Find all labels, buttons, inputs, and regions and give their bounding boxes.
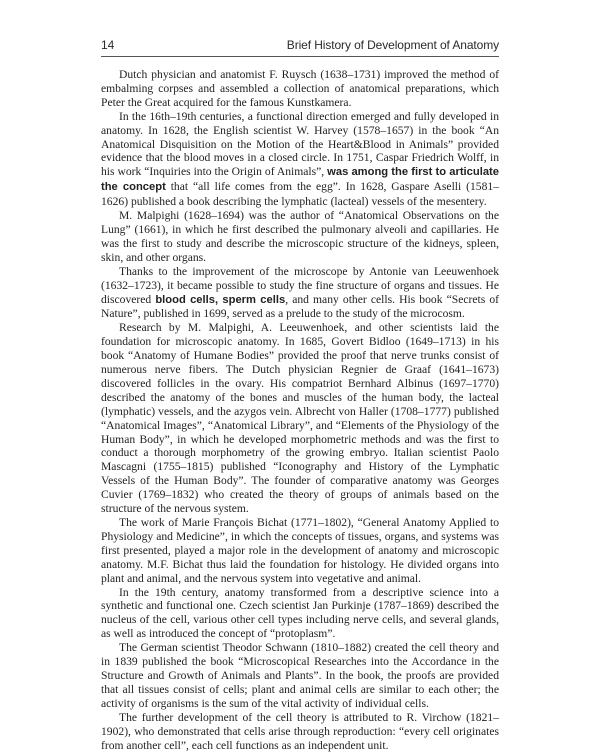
page-number: 14 (101, 38, 115, 52)
text-run: Dutch physician and anatomist F. Ruysch (1638–1731) improved the method of embalming corpses and assembled a collection of anatomical preparations, which Peter the Great acquired for the famous Kunstkamera. (101, 68, 499, 109)
paragraph (101, 209, 499, 265)
paragraph (101, 641, 499, 711)
bold-phrase: blood cells, sperm cells (155, 293, 286, 306)
text-run: Thanks to the improvement of the microscope by Antonie van Leeuwenhoek (1632–1723), it became possible to study the fine structure of organs and tissues. He discovered (101, 264, 499, 306)
text-run: The German scientist Theodor Schwann (1810–1882) created the cell theory and in 1839 published the book “Microscopical Researches into the Accordance in the Structure and Growth of Animals and Plants”. In the book, the proofs are provided that all tissues consist of cells; plant and animal cells are similar to each other; the activity of organisms is the sum of the vital activity of individual cells. (101, 641, 499, 710)
paragraph (101, 711, 499, 752)
paragraph (101, 586, 499, 642)
paragraph (101, 110, 499, 209)
text-run: Research by M. Malpighi, A. Leeuwenhoek, and other scientists laid the foundation for microscopic anatomy. In 1685, Govert Bidloo (1649–1713) in his book “Anatomy of Humane Bodies” provided the proof that nerve trunks consist of numerous nerve fibers. The Dutch physician Regnier de Graaf (1641–1673) discovered follicles in the ovary. His compatriot Bernhard Albinus (1697–1770) described the anatomy of the bones and muscles of the human body, the lacteal (lymphatic) vessels, and the azygos vein. Albrecht von Haller (1708–1777) published “Anatomical Images”, “Anatomical Library”, and “Elements of the Physiology of the Human Body”, in which he developed morphometric methods and was the first to conduct a thorough morphometry of the growing embryo. Italian scientist Paolo Mascagni (1755–1815) published “Iconography and History of the Lymphatic Vessels of the Human Body”. The founder of comparative anatomy was Georges Cuvier (1769–1832) who created the theory of groups of animals based on the structure of the nervous system. (101, 321, 499, 516)
running-title: Brief History of Development of Anatomy (286, 38, 499, 52)
body-text (101, 68, 499, 752)
paragraph (101, 321, 499, 516)
text-run: that “all life comes from the egg”. In 1628, Gaspare Aselli (1581–1626) published a book describing the lymphatic (lacteal) vessels of the mesentery. (101, 180, 499, 209)
text-run: In the 16th–19th centuries, a functional direction emerged and fully developed in anatomy. In 1628, the English scientist W. Harvey (1578–1657) in the book “An Anatomical Disquisition on the Motion of the Heart&Blood in Animals” provided evidence that the blood moves in a closed circle. In 1751, Caspar Friedrich Wolff, in his work “Inquiries into the Origin of Animals”, (101, 109, 499, 179)
text-run: M. Malpighi (1628–1694) was the author of “Anatomical Observations on the Lung” (1661), in which he first described the pulmonary alveoli and capillaries. He was the first to study and describe the microscopic structure of the kidneys, spleen, skin, and other organs. (101, 209, 499, 264)
header-rule (101, 56, 499, 57)
text-run: The work of Marie François Bichat (1771–1802), “General Anatomy Applied to Physiology and Medicine”, in which the concepts of tissues, organs, and systems was first presented, played a major role in the development of anatomy and microscopic anatomy. M.F. Bichat thus laid the foundation for histology. He divided organs into plant and animal, and the nervous system into vegetative and animal. (101, 516, 499, 585)
paragraph (101, 68, 499, 110)
text-run: In the 19th century, anatomy transformed from a descriptive science into a synthetic and functional one. Czech scientist Jan Purkinje (1787–1869) described the nucleus of the cell, various other cell types including nerve cells, and several glands, as well as introduced the concept of “protoplasm”. (101, 585, 499, 641)
running-header (101, 38, 499, 56)
bold-phrase: was among the first to articulate the concept (101, 166, 499, 194)
text-run: The further development of the cell theory is attributed to R. Virchow (1821–1902), who demonstrated that cells arise through reproduction: “every cell originates from another cell”, each cell functions as an independent unit. (101, 710, 499, 752)
paragraph (101, 516, 499, 586)
text-run: , and many other cells. His book “Secrets of Nature”, published in 1699, served as a prelude to the study of the microcosm. (101, 292, 499, 321)
paragraph (101, 265, 499, 322)
